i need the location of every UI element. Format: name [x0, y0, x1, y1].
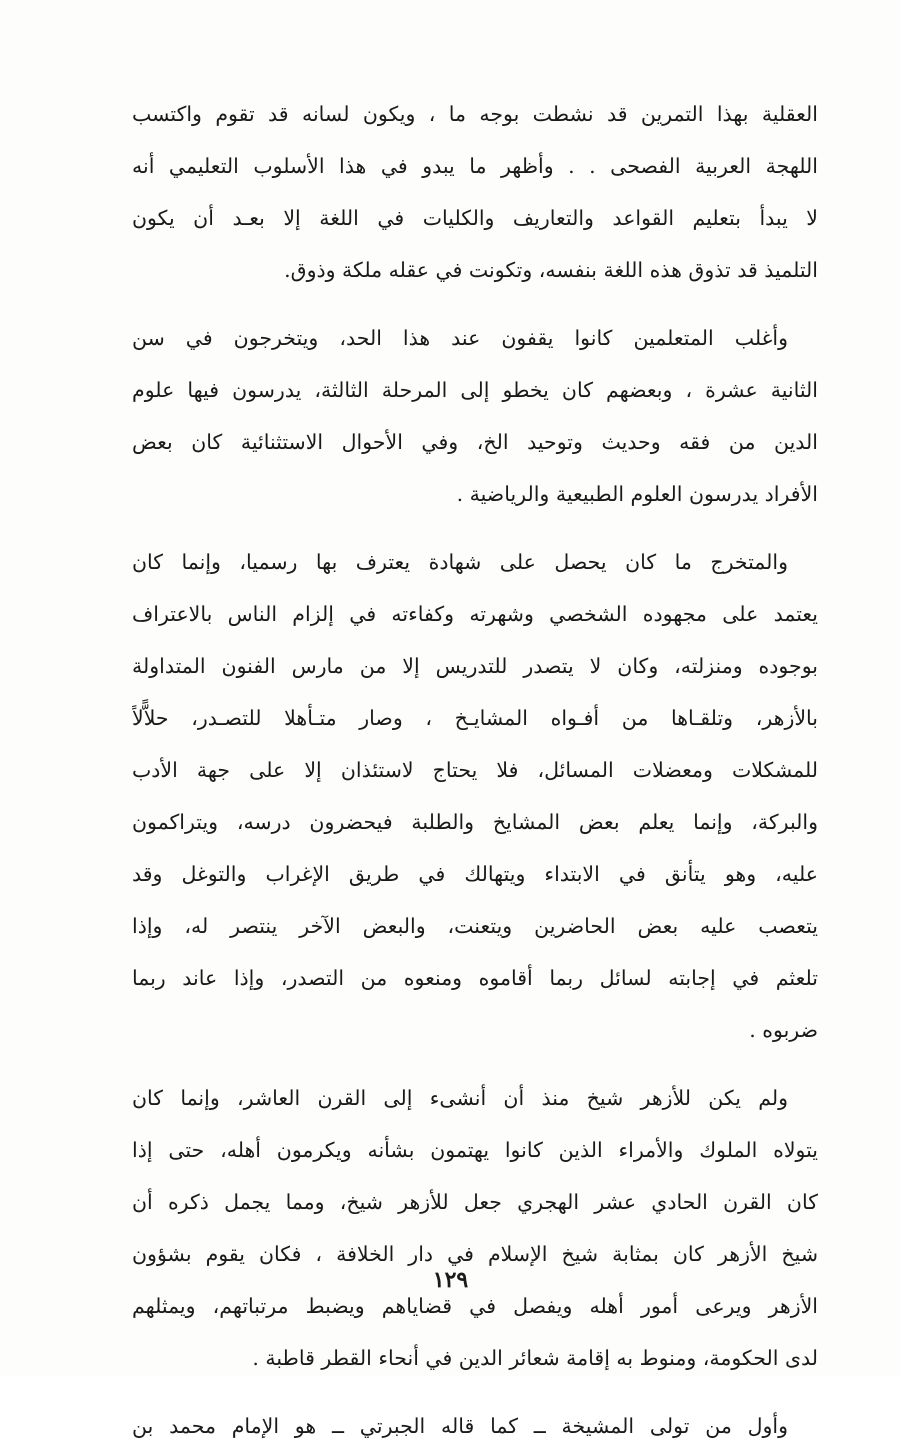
text-line: يتولاه الملوك والأمراء الذين كانوا يهتمون بشأنه ويكرمون أهله، حتى إذا: [132, 1138, 818, 1162]
text-line: بوجوده ومنزلته، وكان لا يتصدر للتدريس إلا من مارس الفنون المتداولة: [132, 654, 818, 678]
text-line: شيخ الأزهر كان بمثابة شيخ الإسلام في دار الخلافة ، فكان يقوم بشؤون: [132, 1242, 818, 1266]
text-line: والمتخرج ما كان يحصل على شهادة يعترف بها رسميا، وإنما كان: [132, 550, 788, 574]
paragraph-2: [132, 312, 818, 520]
text-line: والبركة، وإنما يعلم بعض المشايخ والطلبة فيحضرون درسه، ويتراكمون: [132, 810, 818, 834]
text-line: عليه، وهو يتأنق في الابتداء ويتهالك في طريق الإغراب والتوغل وقد: [132, 862, 818, 886]
body-text: [132, 88, 818, 1452]
text-line: العقلية بهذا التمرين قد نشطت بوجه ما ، ويكون لسانه قد تقوم واكتسب: [132, 102, 818, 126]
text-line: وأول من تولى المشيخة ــ كما قاله الجبرتي ــ هو الإمام محمد بن: [132, 1414, 788, 1438]
text-line: الأزهر ويرعى أمور أهله ويفصل في قضاياهم ويضبط مرتباتهم، ويمثلهم: [132, 1294, 818, 1318]
text-line: لدى الحكومة، ومنوط به إقامة شعائر الدين في أنحاء القطر قاطبة .: [252, 1346, 818, 1370]
text-line: كان القرن الحادي عشر الهجري جعل للأزهر شيخ، ومما يجمل ذكره أن: [132, 1190, 818, 1214]
text-line: ضربوه .: [749, 1018, 818, 1042]
paragraph-3: [132, 536, 818, 1056]
text-line: الأفراد يدرسون العلوم الطبيعية والرياضية .: [456, 482, 818, 506]
text-line: يعتمد على مجهوده الشخصي وشهرته وكفاءته في إلزام الناس بالاعتراف: [132, 602, 818, 626]
text-line: للمشكلات ومعضلات المسائل، فلا يحتاج لاستئذان إلا على جهة الأدب: [132, 758, 818, 782]
text-line: بالأزهر، وتلقـاها من أفـواه المشايـخ ، وصار متـأهلا للتصـدر، حلاًّلاً: [132, 706, 818, 730]
text-line: لا يبدأ بتعليم القواعد والتعاريف والكليات في اللغة إلا بعـد أن يكون: [132, 206, 818, 230]
text-line: يتعصب عليه بعض الحاضرين ويتعنت، والبعض الآخر ينتصر له، وإذا: [132, 914, 818, 938]
text-line: الدين من فقه وحديث وتوحيد الخ، وفي الأحوال الاستثنائية كان بعض: [132, 430, 818, 454]
text-line: وأغلب المتعلمين كانوا يقفون عند هذا الحد، ويتخرجون في سن: [132, 326, 788, 350]
text-line: اللهجة العربية الفصحى . . وأظهر ما يبدو في هذا الأسلوب التعليمي أنه: [132, 154, 818, 178]
text-line: ولم يكن للأزهر شيخ منذ أن أنشىء إلى القرن العاشر، وإنما كان: [132, 1086, 788, 1110]
text-line: التلميذ قد تذوق هذه اللغة بنفسه، وتكونت في عقله ملكة وذوق.: [284, 258, 818, 282]
page-number: ١٢٩: [432, 1267, 469, 1293]
text-line: تلعثم في إجابته لسائل ربما أقاموه ومنعوه من التصدر، وإذا عاند ربما: [132, 966, 818, 990]
paragraph-1: [132, 88, 818, 296]
text-line: الثانية عشرة ، وبعضهم كان يخطو إلى المرحلة الثالثة، يدرسون فيها علوم: [132, 378, 818, 402]
paragraph-5: [132, 1400, 818, 1452]
paragraph-4: [132, 1072, 818, 1384]
